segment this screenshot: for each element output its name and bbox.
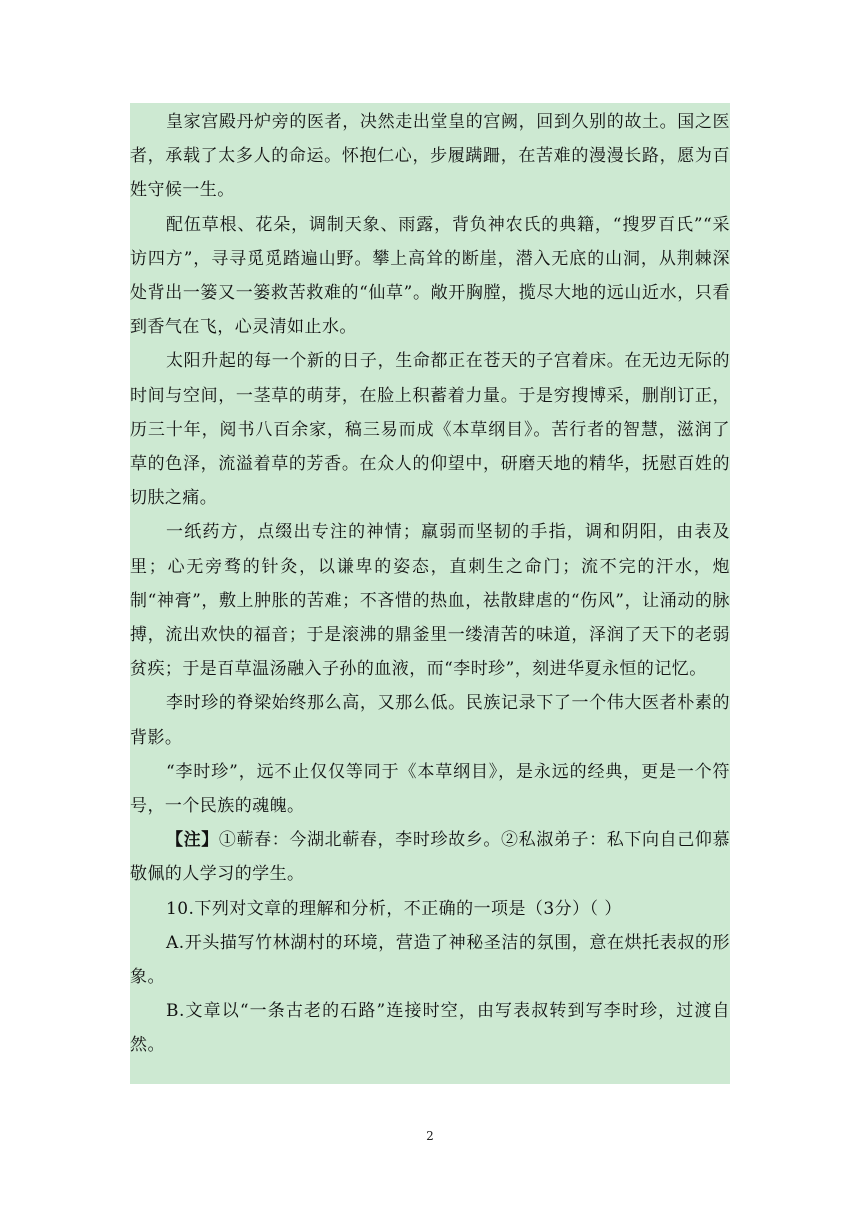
body-paragraph-4: 一纸药方，点缀出专注的神情；羸弱而坚韧的手指，调和阴阳，由表及里；心无旁骛的针灸，以谦卑的姿态，直刺生之命门；流不完的汗水，炮制“神膏”，敷上肿胀的苦难；不吝惜的热血，祛散肆虐的“伤风”，让涌动的脉搏，流出欢快的福音；于是滚沸的鼎釜里一缕清苦的味道，泽润了天下的老弱贫疾；于是百草温汤融入子孙的血液，而“李时珍”，刻进华夏永恒的记忆。 [130, 522, 730, 680]
body-paragraph-3: 太阳升起的每一个新的日子，生命都正在苍天的子宫着床。在无边无际的时间与空间，一茎草的萌芽，在脸上积蓄着力量。于是穷搜博采，删削订正，历三十年，阅书八百余家，稿三易而成《本草纲目》。苦行者的智慧，滋润了草的色泽，流溢着草的芳香。在众人的仰望中，研磨天地的精华，抚慰百姓的切肤之痛。 [130, 351, 730, 509]
question-option-b: B.文章以“一条古老的石路”连接时空，由写表叔转到写李时珍，过渡自然。 [130, 1001, 730, 1056]
question-option-a: A.开头描写竹林湖村的环境，营造了神秘圣洁的氛围，意在烘托表叔的形象。 [130, 932, 730, 988]
body-paragraph-6: “李时珍”，远不止仅仅等同于《本草纲目》，是永远的经典，更是一个符号，一个民族的魂魄。 [130, 761, 730, 817]
footnote-text: ①蕲春：今湖北蕲春，李时珍故乡。②私淑弟子：私下向自己仰慕敬佩的人学习的学生。 [130, 830, 730, 885]
question-stem: 10.下列对文章的理解和分析，不正确的一项是（3分）（ ） [166, 898, 622, 919]
footnote [130, 823, 730, 891]
body-paragraph-1: 皇家宫殿丹炉旁的医者，决然走出堂皇的宫阙，回到久别的故土。国之医者，承载了太多人的命运。怀抱仁心，步履蹒跚，在苦难的漫漫长路，愿为百姓守候一生。 [130, 112, 730, 201]
footnote-label: 【注】 [166, 830, 219, 851]
highlighted-text-block [130, 103, 730, 1084]
body-paragraph-2: 配伍草根、花朵，调制天象、雨露，背负神农氏的典籍，“搜罗百氏”“采访四方”，寻寻觅觅踏遍山野。攀上高耸的断崖，潜入无底的山洞，从荆棘深处背出一篓又一篓救苦救难的“仙草”。敞开胸膛，揽尽大地的远山近水，只看到香气在飞，心灵清如止水。 [130, 214, 730, 338]
page-number: 2 [426, 1129, 434, 1143]
body-paragraph-5: 李时珍的脊梁始终那么高，又那么低。民族记录下了一个伟大医者朴素的背影。 [130, 693, 730, 748]
